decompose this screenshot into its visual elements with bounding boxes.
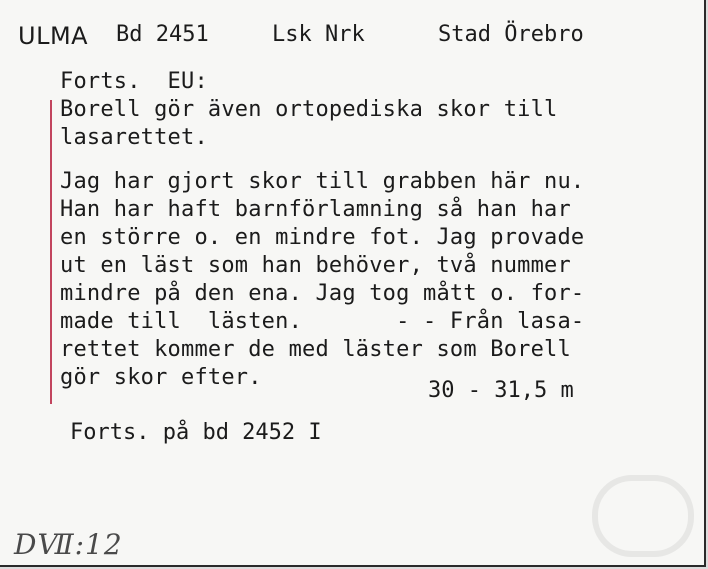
text-line: Forts. EU: [60,69,208,94]
text-line: Borell gör även ortopediska skor till [60,97,558,122]
volume-number: Bd 2451 [116,22,209,47]
text-line: ut en läst som han behöver, två nummer [60,253,571,278]
text-line: Jag har gjort skor till grabben här nu. [60,169,585,194]
region-code: Lsk Nrk [272,22,365,47]
continuation-note: Forts. på bd 2452 I [70,420,322,445]
text-line: Han har haft barnförlamning så han har [60,197,571,222]
margin-line [50,100,52,404]
archive-name: ULMA [18,22,89,50]
text-line: made till lästen. - - Från lasa- [60,309,585,334]
measurement: 30 - 31,5 m [428,378,574,403]
text-line: mindre på den ena. Jag tog mått o. for- [60,281,585,306]
place-name: Stad Örebro [438,22,584,47]
handwritten-reference: DⅦ:12 [14,528,123,561]
text-line: gör skor efter. [60,365,262,390]
text-line: lasarettet. [60,125,208,150]
text-line: rettet kommer de med läster som Borell [60,337,571,362]
faint-stamp [592,475,694,557]
text-line: en större o. en mindre fot. Jag provade [60,225,585,250]
